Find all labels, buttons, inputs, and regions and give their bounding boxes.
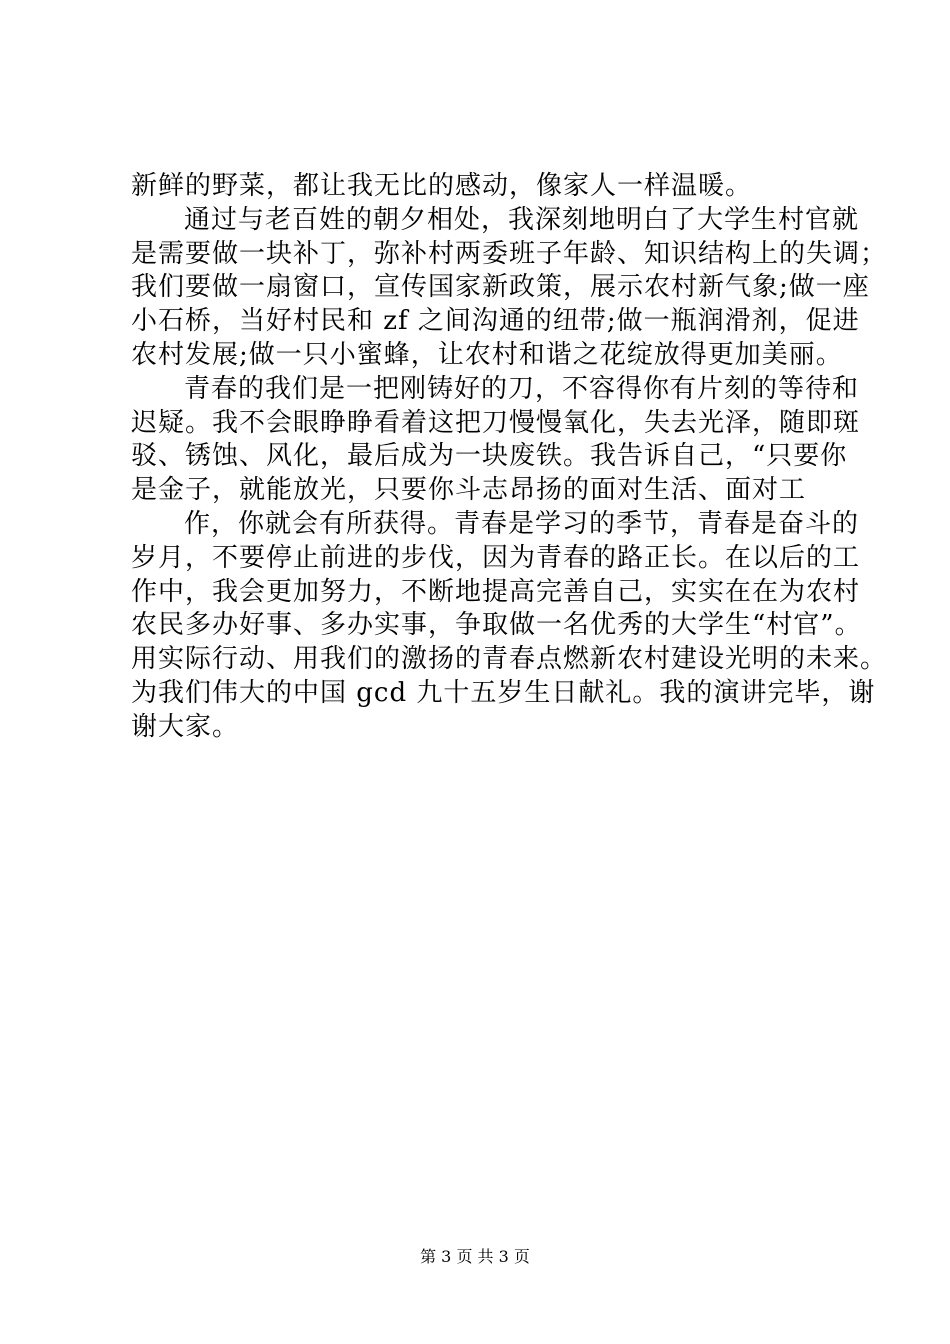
text-line: 青春的我们是一把刚铸好的刀，不容得你有片刻的等待和 <box>184 373 860 404</box>
text-line: 农民多办好事、多办实事，争取做一名优秀的大学生“村官”。 <box>131 610 862 641</box>
text-line: 小石桥，当好村民和 zf 之间沟通的纽带;做一瓶润滑剂，促进 <box>131 306 860 337</box>
text-line: 迟疑。我不会眼睁睁看着这把刀慢慢氧化，失去光泽，随即斑 <box>131 407 861 438</box>
text-line: 是金子，就能放光，只要你斗志昂扬的面对生活、面对工 <box>131 475 807 506</box>
text-line: 用实际行动、用我们的激扬的青春点燃新农村建设光明的未来。 <box>131 644 888 675</box>
text-line: 谢大家。 <box>131 711 240 742</box>
text-line: 岁月，不要停止前进的步伐，因为青春的路正长。在以后的工 <box>131 542 861 573</box>
text-line: 为我们伟大的中国 gcd 九十五岁生日献礼。我的演讲完毕，谢 <box>131 677 876 708</box>
text-line: 农村发展;做一只小蜜蜂，让农村和谐之花绽放得更加美丽。 <box>131 339 843 370</box>
text-line: 新鲜的野菜，都让我无比的感动，像家人一样温暖。 <box>131 171 753 201</box>
text-line: 作中，我会更加努力，不断地提高完善自己，实实在在为农村 <box>131 576 861 607</box>
text-line: 驳、锈蚀、风化，最后成为一块废铁。我告诉自己，“只要你 <box>131 441 848 472</box>
text-line: 我们要做一扇窗口，宣传国家新政策，展示农村新气象;做一座 <box>131 272 870 303</box>
text-line: 通过与老百姓的朝夕相处，我深刻地明白了大学生村官就 <box>184 204 860 235</box>
text-line: 是需要做一块补丁，弥补村两委班子年龄、知识结构上的失调； <box>131 238 888 269</box>
document-body <box>131 170 888 745</box>
page-number-label: 第 3 页 共 3 页 <box>420 1247 530 1266</box>
page-footer <box>0 1244 950 1267</box>
text-line: 作，你就会有所获得。青春是学习的季节，青春是奋斗的 <box>184 508 860 539</box>
